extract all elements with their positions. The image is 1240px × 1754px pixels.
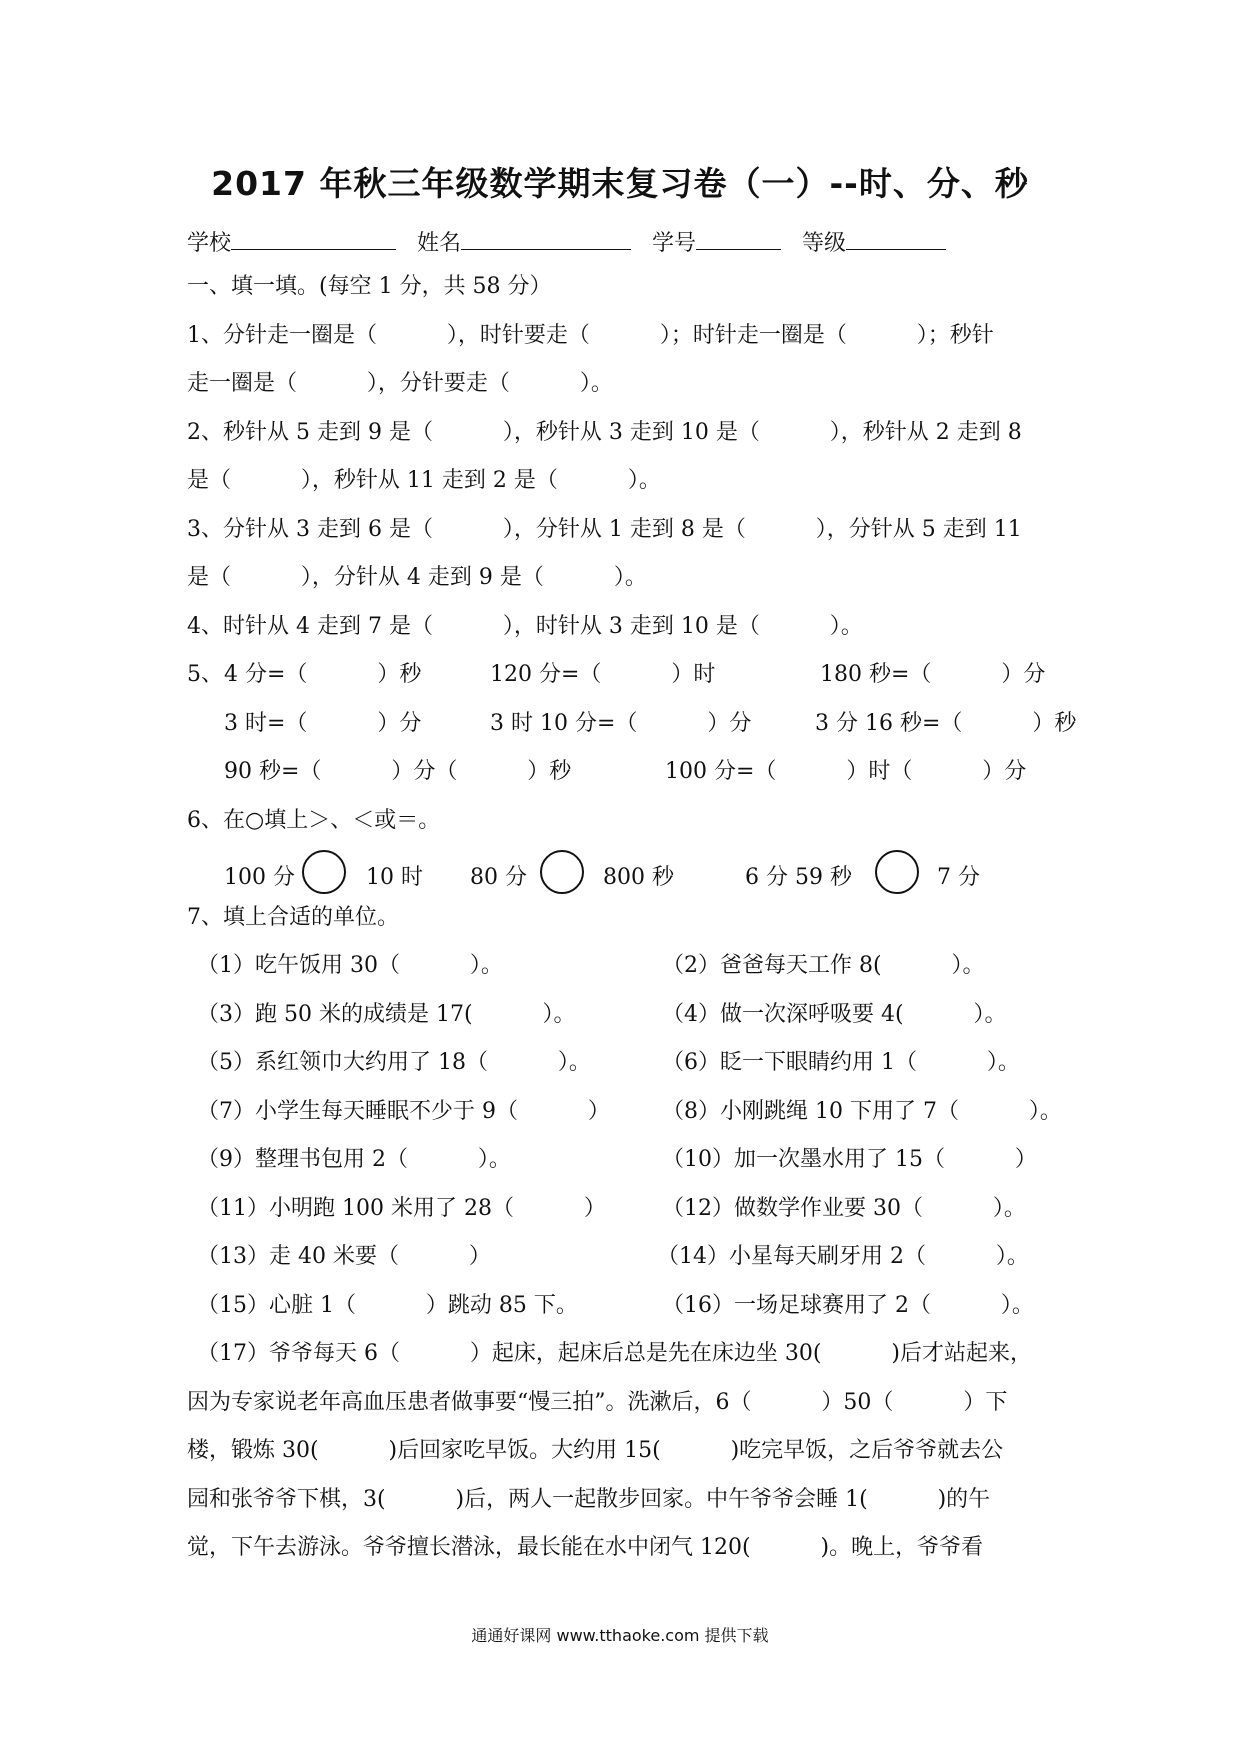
- q7-item-1: （1）吃午饭用 30（ ）。: [197, 953, 503, 978]
- question-1-line-1: 1、分针走一圈是（ ），时针要走（ ）；时针走一圈是（ ）；秒针: [187, 323, 994, 348]
- q5-r3-c1: 90 秒=（ ）分（ ）秒: [224, 759, 572, 784]
- q7-item-17-line-1: （17）爷爷每天 6（ ）起床，起床后总是先在床边坐 30( )后才站起来，: [197, 1341, 1033, 1366]
- q7-item-17-line-3: 楼，锻炼 30( )后回家吃早饭。大约用 15( )吃完早饭，之后爷爷就去公: [187, 1438, 1004, 1463]
- q7-item-5: （5）系红领巾大约用了 18（ ）。: [197, 1050, 591, 1075]
- question-5-label: 5、: [187, 662, 223, 687]
- q5-r3-c2: 100 分=（ ）时（ ）分: [665, 759, 1027, 784]
- q7-item-17-line-2: 因为专家说老年高血压患者做事要“慢三拍”。洗漱后，6（ ）50（ ）下: [187, 1390, 1008, 1415]
- section-heading: 一、填一填。(每空 1 分，共 58 分）: [187, 274, 552, 299]
- cmp-1-right: 10 时: [366, 865, 423, 890]
- q7-item-6: （6）眨一下眼睛约用 1（ ）。: [662, 1050, 1020, 1075]
- question-6-label: 6、在○填上＞、＜或＝。: [187, 808, 441, 833]
- question-4: 4、时针从 4 走到 7 是（ ），时针从 3 走到 10 是（ ）。: [187, 614, 863, 639]
- q7-item-15: （15）心脏 1（ ）跳动 85 下。: [197, 1293, 578, 1318]
- student-no-label: 学号: [652, 231, 697, 256]
- comparison-row: [0, 846, 1240, 902]
- student-info-fields: [187, 225, 946, 259]
- footer-source: 通通好课网 www.tthaoke.com 提供下载: [471, 1626, 769, 1645]
- cmp-3-left: 6 分 59 秒: [745, 865, 852, 890]
- page-title: 2017 年秋三年级数学期末复习卷（一）--时、分、秒: [211, 164, 1029, 203]
- q5-r2-c3: 3 分 16 秒=（ ）秒: [815, 711, 1077, 736]
- q7-item-13: （13）走 40 米要（ ）: [197, 1244, 491, 1269]
- cmp-2-right: 800 秒: [603, 865, 674, 890]
- q7-item-17-line-5: 觉，下午去游泳。爷爷擅长潜泳，最长能在水中闭气 120( )。晚上，爷爷看: [187, 1535, 984, 1560]
- q7-item-7: （7）小学生每天睡眠不少于 9（ ）: [197, 1099, 610, 1124]
- grade-blank[interactable]: [846, 225, 946, 250]
- q7-item-9: （9）整理书包用 2（ ）。: [197, 1147, 511, 1172]
- comparison-circle-3[interactable]: [875, 850, 919, 894]
- school-blank[interactable]: [231, 225, 396, 250]
- q7-item-8: （8）小刚跳绳 10 下用了 7（ ）。: [662, 1099, 1062, 1124]
- comparison-circle-2[interactable]: [540, 850, 584, 894]
- cmp-3-right: 7 分: [937, 865, 980, 890]
- q7-item-14: （14）小星每天刷牙用 2（ ）。: [657, 1244, 1029, 1269]
- q7-item-4: （4）做一次深呼吸要 4( ）。: [662, 1002, 1007, 1027]
- school-label: 学校: [187, 231, 232, 256]
- question-2-line-1: 2、秒针从 5 走到 9 是（ ），秒针从 3 走到 10 是（ ），秒针从 2 走到 8: [187, 420, 1022, 445]
- q5-r2-c2: 3 时 10 分=（ ）分: [490, 711, 752, 736]
- cmp-2-left: 80 分: [470, 865, 527, 890]
- question-7-label: 7、填上合适的单位。: [187, 905, 399, 930]
- q5-r1-c3: 180 秒=（ ）分: [820, 662, 1046, 687]
- q7-item-2: （2）爸爸每天工作 8( ）。: [662, 953, 985, 978]
- comparison-circle-1[interactable]: [302, 850, 346, 894]
- q5-r1-c1: 4 分=（ ）秒: [224, 662, 422, 687]
- q7-item-10: （10）加一次墨水用了 15（ ）: [662, 1147, 1037, 1172]
- q7-item-17-line-4: 园和张爷爷下棋，3( )后，两人一起散步回家。中午爷爷会睡 1( )的午: [187, 1487, 991, 1512]
- q7-item-12: （12）做数学作业要 30（ ）。: [662, 1196, 1026, 1221]
- student-no-blank[interactable]: [696, 225, 781, 250]
- grade-label: 等级: [802, 231, 847, 256]
- q7-item-3: （3）跑 50 米的成绩是 17( ）。: [197, 1002, 576, 1027]
- question-3-line-2: 是（ ），分针从 4 走到 9 是（ ）。: [187, 565, 647, 590]
- q7-item-16: （16）一场足球赛用了 2（ ）。: [662, 1293, 1034, 1318]
- name-blank[interactable]: [461, 225, 631, 250]
- question-1-line-2: 走一圈是（ ），分针要走（ ）。: [187, 371, 613, 396]
- q7-item-11: （11）小明跑 100 米用了 28（ ）: [197, 1196, 606, 1221]
- name-label: 姓名: [417, 231, 462, 256]
- q5-r1-c2: 120 分=（ ）时: [490, 662, 716, 687]
- cmp-1-left: 100 分: [224, 865, 295, 890]
- q5-r2-c1: 3 时=（ ）分: [224, 711, 422, 736]
- question-3-line-1: 3、分针从 3 走到 6 是（ ），分针从 1 走到 8 是（ ），分针从 5 走到 11: [187, 517, 1022, 542]
- question-2-line-2: 是（ ），秒针从 11 走到 2 是（ ）。: [187, 468, 661, 493]
